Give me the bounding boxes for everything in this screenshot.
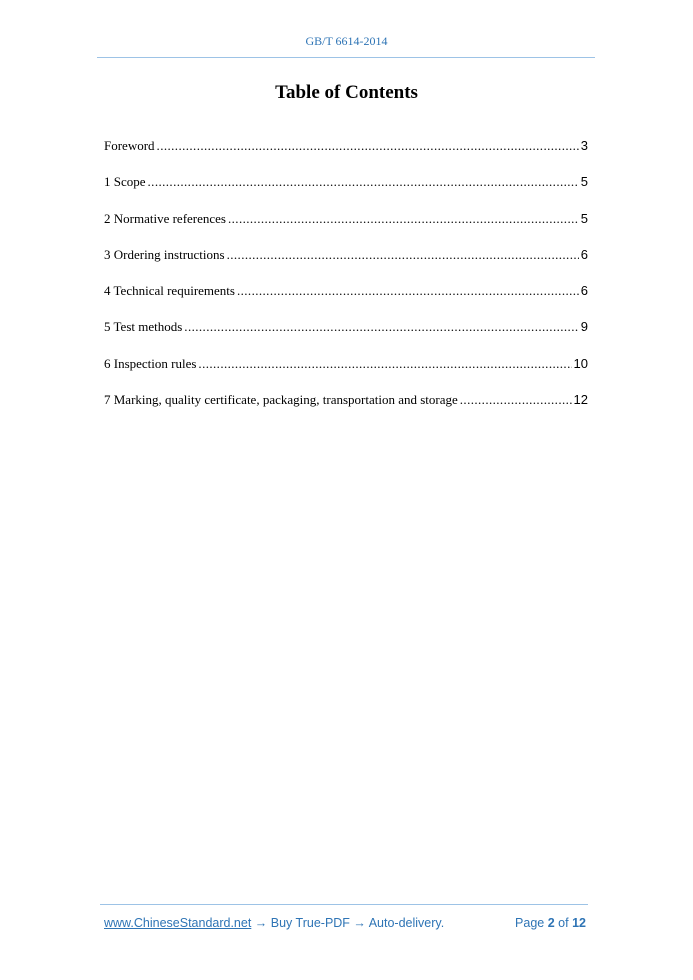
dot-leader [460,392,572,408]
total-page-number: 12 [572,916,586,930]
current-page-number: 2 [547,916,555,930]
page-footer [104,916,586,934]
toc-entry-page: 3 [580,138,588,153]
toc-entry-label: 2 Normative references [104,210,226,226]
dot-leader [237,283,579,299]
toc-entry-page: 9 [580,319,588,335]
toc-entry-ordering-instructions[interactable] [104,247,588,265]
toc-entry-technical-requirements[interactable] [104,283,588,301]
website-link[interactable]: www.ChineseStandard.net [104,916,252,930]
running-header: GB/T 6614-2014 [305,34,388,48]
toc-entry-marking-packaging-storage[interactable] [104,392,588,410]
footer-tagline: → Buy True-PDF → Auto-delivery. [251,916,445,930]
dot-leader [228,211,579,227]
toc-entry-page: 6 [580,246,588,262]
header-divider [97,57,595,58]
dot-leader [227,247,579,263]
of-word: of [558,916,569,930]
toc-entry-label: Foreword [104,138,155,153]
dot-leader [148,174,579,190]
toc-entry-label: 5 Test methods [104,319,183,335]
toc-entry-inspection-rules[interactable] [104,356,588,374]
footer-promo [104,916,444,930]
page-title: Table of Contents [275,82,418,103]
toc-entry-page: 5 [580,210,588,226]
toc-entry-test-methods[interactable] [104,319,588,337]
toc-entry-normative-references[interactable] [104,211,588,229]
page-word: Page [515,916,545,930]
toc-entry-page: 6 [580,283,588,299]
toc-entry-label: 3 Ordering instructions [104,246,225,262]
dot-leader [184,319,578,335]
dot-leader [198,356,571,372]
toc-entry-label: 6 Inspection rules [104,355,197,371]
toc-entry-page: 12 [573,392,588,408]
footer-divider [100,904,588,905]
toc-entry-page: 5 [580,174,588,190]
toc-entry-label: 7 Marking, quality certificate, packaging, transportation and storage [104,392,458,408]
toc-entry-page: 10 [573,355,588,371]
toc-entry-foreword[interactable] [104,138,588,156]
page-indicator [515,916,586,930]
dot-leader [157,138,579,154]
toc-entry-label: 4 Technical requirements [104,283,235,299]
toc-entry-label: 1 Scope [104,174,146,190]
table-of-contents [104,138,588,428]
toc-entry-scope[interactable] [104,174,588,192]
